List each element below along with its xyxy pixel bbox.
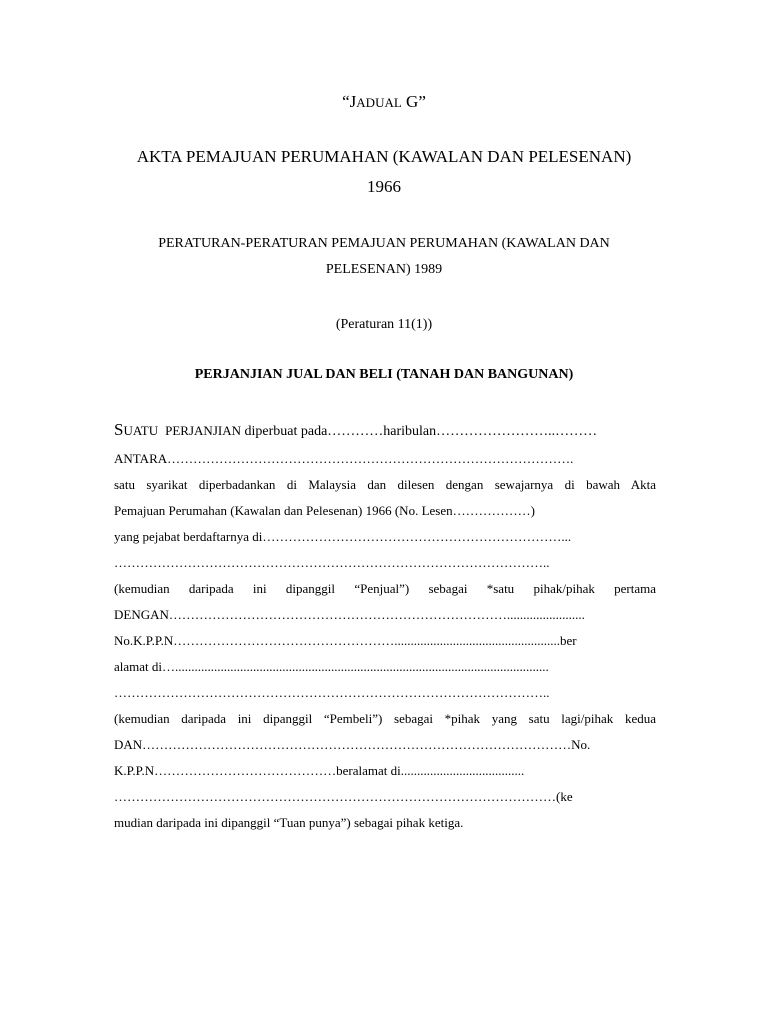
act-title-line-2: 1966 <box>367 177 401 196</box>
agreement-opening-line <box>114 420 656 440</box>
schedule-word-rest: ADUAL <box>356 95 402 110</box>
schedule-close-quote: ” <box>418 92 426 111</box>
agreement-title: PERJANJIAN JUAL DAN BELI (TANAH DAN BANGUNAN) <box>194 367 574 382</box>
line-company-a: satu syarikat diperbadankan di Malaysia dan dilesen dengan sewajarnya di bawah Akta <box>114 477 656 492</box>
agreement-initial-s: S <box>114 420 124 439</box>
line-kppn-1: No.K.P.P.N……………………………………………...................................................ber <box>114 633 577 648</box>
line-dots-1: ……………………………………………………………………………………….. <box>114 555 550 570</box>
agreement-date-blanks: diperbuat pada…………haribulan……………………..……… <box>240 424 598 439</box>
line-dan: DAN………………………………………………………………………………………No. <box>114 737 591 752</box>
regulation-reference: (Peraturan 11(1)) <box>335 317 433 332</box>
agreement-perjanjian: PERJANJIAN <box>165 423 241 438</box>
agreement-suatu-rest: UATU <box>123 423 159 438</box>
line-antara: ANTARA…………………………………………………………………………………. <box>114 451 574 466</box>
line-dots-2: ……………………………………………………………………………………….. <box>114 685 550 700</box>
line-dots-3: …………………………………………………………………………………………(ke <box>114 789 573 804</box>
line-tuan-punya: mudian daripada ini dipanggil “Tuan punya”) sebagai pihak ketiga. <box>114 815 464 830</box>
line-registered-office: yang pejabat berdaftarnya di……………………………………………………………... <box>114 529 572 544</box>
act-title-line-1: AKTA PEMAJUAN PERUMAHAN (KAWALAN DAN PELESENAN) <box>136 147 632 166</box>
line-kppn-2: K.P.P.N……………………………………beralamat di...................................... <box>114 763 525 778</box>
schedule-open-quote: “ <box>342 92 350 111</box>
regulations-title-line-2: PELESENAN) 1989 <box>325 262 443 277</box>
line-company-b: Pemajuan Perumahan (Kawalan dan Pelesenan) 1966 (No. Lesen………………) <box>114 503 535 518</box>
line-pembeli: (kemudian daripada ini dipanggil “Pembeli”) sebagai *pihak yang satu lagi/pihak kedua <box>114 711 656 726</box>
schedule-heading <box>0 92 768 112</box>
line-dengan: DENGAN……………………………………………………………………........................ <box>114 607 585 622</box>
schedule-letter-g: G <box>406 92 419 111</box>
schedule-initial-j: J <box>349 92 357 111</box>
regulations-title-line-1: PERATURAN-PERATURAN PEMAJUAN PERUMAHAN (KAWALAN DAN <box>158 236 610 251</box>
line-penjual: (kemudian daripada ini dipanggil “Penjual”) sebagai *satu pihak/pihak pertama <box>114 581 656 596</box>
line-alamat: alamat di…................................................................................................................... <box>114 659 549 674</box>
